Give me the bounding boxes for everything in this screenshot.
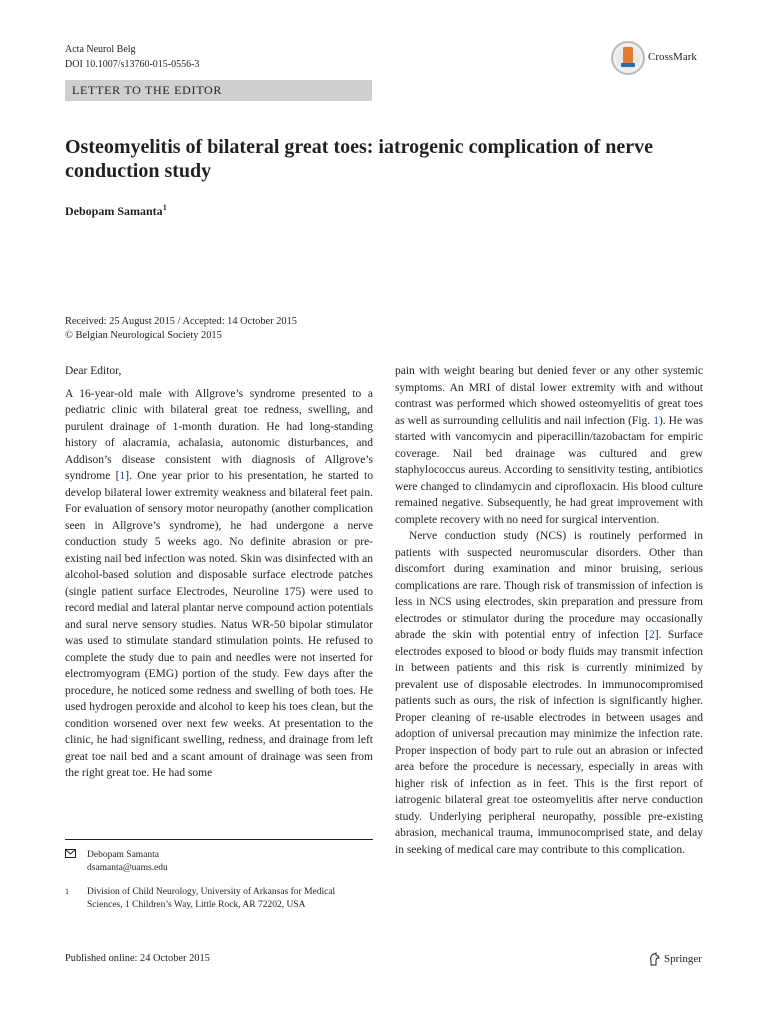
salutation: Dear Editor, bbox=[65, 365, 122, 377]
publisher-logo bbox=[648, 952, 702, 966]
author-affil-mark: 1 bbox=[162, 203, 167, 212]
discussion-paragraph: Nerve conduction study (NCS) is routinely performed in patients with suspected neuromuscular disorders. Other than discomfort during examination and minor bruising, serious complications are rare. Though risk of transmission of infection is less in NCS using electrodes, skin preparation and pressure from electrodes or stimulator during the procedure may occasionally abrade the skin with potential entry of infection [2]. Surface electrodes exposed to blood or body fluids may transmit infection in between patients and this risk is currently minimized by prevalent use of disposable electrodes. In immunocompromised patients such as ours, the risk of infection is significantly higher. Proper cleaning of re-usable electrodes in between usages and adoption of universal precaution may minimize the infection rate. Proper inspection of body part to rule out an abrasion or infected area before the procedure is necessary, especially in areas with higher risk of infection as in feet. This is the first report of iatrogenic bilateral great toe osteomyelitis after nerve conduction study. Underlying peripheral neuropathy, possible pre-existing abrasion, mechanical trauma, immunocomprised state, and delay in seeking of medical care may contribute to this complication. bbox=[395, 530, 703, 856]
author-name[interactable]: Debopam Samanta bbox=[65, 204, 163, 218]
case-paragraph-continued: pain with weight bearing but denied fever or any other systemic symptoms. An MRI of distal lower extremity with and without contrast was performed which showed osteomyelitis of great toes as well as surrounding cellulitis and nail infection (Fig. 1). He was started with vancomycin and piperacillin/tazobactam for empiric coverage. Nail bed drainage was cultured and grew staphylococcus aureus. According to sensitivity testing, antibiotics were changed to clindamycin and ciprofloxacin. His blood culture remained negative. Subsequently, he had great improvement with complete recovery with no need for surgical intervention. bbox=[395, 365, 703, 526]
case-paragraph: A 16-year-old male with Allgrove’s syndrome presented to a pediatric clinic with bilateral great toe redness, swelling, and purulent drainage of 1-month duration. He had long-standing history of alacramia, achalasia, autonomic disturbances, and Addison’s disease consistent with diagnosis of Allgrove’s syndrome [1]. One year prior to his presentation, he started to develop bilateral lower extremity weakness and bilateral feet pain. For evaluation of sensory motor neuropathy (another complication seen in Allgrove’s syndrome), he had undergone a nerve conduction study 5 weeks ago. No definite abrasion or pre-existing nail bed infection was noted. Skin was disinfected with an alcohol-based solution and disposable surface electrode patches (single patient surface Electrodes, Neuroline 175) were used to record medial and lateral plantar nerve compound action potentials and sural nerve sensory studies. Natus WR-50 bipolar stimulator was used to stimulate standard stimulation points. He refused to complete the study due to pain and needles were not inserted for electromyogram (EMG) portion of the study. Few days after the procedure, he noticed some redness and swelling of both toes. He used hydrogen peroxide and alcohol to keep his toes clean, but the condition worsened over next few weeks. At presentation to the clinic, he had significant swelling, redness, and drainage from left great toe nail bed and a scant amount of drainage was seen from the right great toe. He had some bbox=[65, 387, 373, 779]
doi[interactable]: DOI 10.1007/s13760-015-0556-3 bbox=[65, 59, 200, 70]
footnote-divider bbox=[65, 839, 373, 840]
article-title: Osteomyelitis of bilateral great toes: iatrogenic complication of nerve conduction study bbox=[65, 136, 653, 182]
received-accepted: Received: 25 August 2015 / Accepted: 14 October 2015 bbox=[65, 316, 298, 327]
figure-link[interactable]: 1 bbox=[653, 414, 659, 427]
reference-link[interactable]: 1 bbox=[119, 470, 126, 482]
left-column bbox=[65, 363, 373, 782]
footnotes bbox=[65, 849, 373, 911]
publisher-name: Springer bbox=[664, 953, 702, 965]
affiliation-mark: 1 bbox=[65, 887, 69, 896]
copyright: © Belgian Neurological Society 2015 bbox=[65, 330, 222, 341]
corresponding-name: Debopam Samanta bbox=[87, 850, 160, 860]
section-banner: LETTER TO THE EDITOR bbox=[65, 80, 372, 101]
affiliation bbox=[65, 886, 373, 911]
author-line bbox=[65, 203, 167, 219]
journal-header bbox=[65, 42, 199, 72]
right-column bbox=[395, 363, 703, 858]
affiliation-text: Division of Child Neurology, University of Arkansas for Medical Sciences, 1 Children’s Way, Little Rock, AR 72202, USA bbox=[87, 887, 336, 910]
crossmark-label: CrossMark bbox=[648, 51, 697, 63]
springer-horse-icon bbox=[648, 952, 661, 966]
reference-link[interactable]: 2 bbox=[648, 629, 655, 641]
corresponding-author bbox=[65, 849, 373, 874]
article-dates bbox=[65, 315, 297, 343]
envelope-icon bbox=[65, 849, 87, 874]
journal-name: Acta Neurol Belg bbox=[65, 44, 136, 55]
published-date: Published online: 24 October 2015 bbox=[65, 953, 210, 964]
corresponding-email[interactable]: dsamanta@uams.edu bbox=[87, 862, 168, 873]
